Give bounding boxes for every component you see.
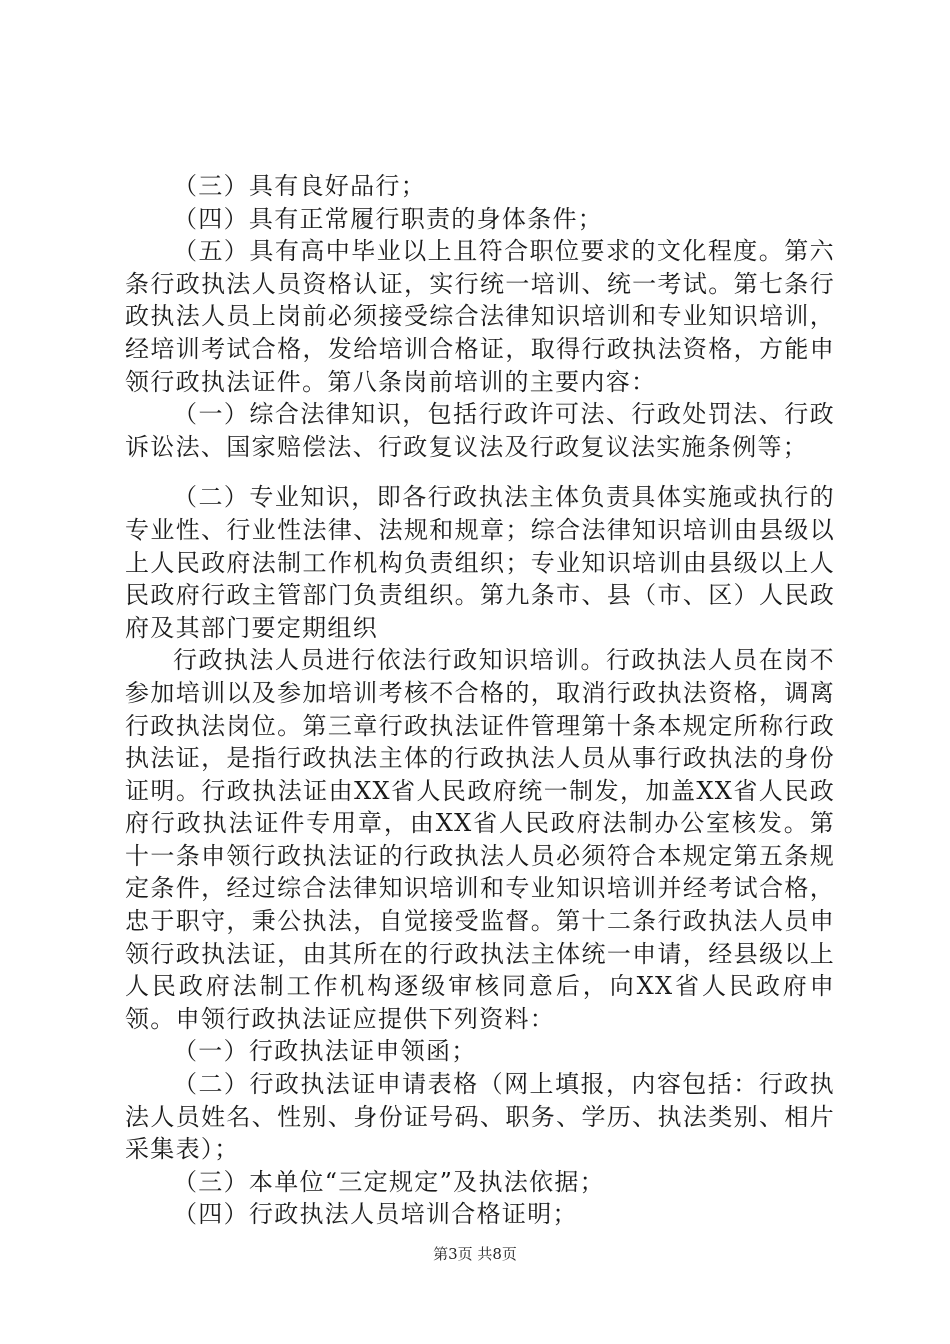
paragraph-qualification-3: （三）具有良好品行； — [173, 172, 426, 200]
page-number: 第3页 共8页 — [433, 1245, 517, 1263]
paragraph-materials-2: （二）行政执法证申请表格（网上填报，内容包括：行政执法人员姓名、性别、身份证号码、职务、学历、执法类别、相片采集表）； — [125, 1070, 835, 1164]
paragraph-qualification-5: （五）具有高中毕业以上且符合职位要求的文化程度。第六条行政执法人员资格认证，实行统一培训、统一考试。第七条行政执法人员上岗前必须接受综合法律知识培训和专业知识培训，经培训考试合格，发给培训合格证，取得行政执法资格，方能申领行政执法证件。第八条岗前培训的主要内容： — [125, 237, 835, 396]
document-body — [125, 170, 835, 1231]
paragraph-qualification-4: （四）具有正常履行职责的身体条件； — [173, 204, 604, 233]
paragraph-materials-4: （四）行政执法人员培训合格证明； — [173, 1200, 578, 1229]
paragraph-training-1: （一）综合法律知识，包括行政许可法、行政处罚法、行政诉讼法、国家赔偿法、行政复议法及行政复议法实施条例等； — [125, 400, 835, 461]
paragraph-training-2: （二）专业知识，即各行政执法主体负责具体实施或执行的专业性、行业性法律、法规和规章；综合法律知识培训由县级以上人民政府法制工作机构负责组织；专业知识培训由县级以上人民政府行政主管部门负责组织。第九条市、县（市、区）人民政府及其部门要定期组织 — [125, 483, 835, 642]
paragraph-certificate-management: 行政执法人员进行依法行政知识培训。行政执法人员在岗不参加培训以及参加培训考核不合格的，取消行政执法资格，调离行政执法岗位。第三章行政执法证件管理第十条本规定所称行政执法证，是指行政执法主体的行政执法人员从事行政执法的身份证明。行政执法证由XX省人民政府统一制发，加盖XX省人民政府行政执法证件专用章，由XX省人民政府法制办公室核发。第十一条申领行政执法证的行政执法人员必须符合本规定第五条规定条件，经过综合法律知识培训和专业知识培训并经考试合格，忠于职守，秉公执法，自觉接受监督。第十二条行政执法人员申领行政执法证，由其所在的行政执法主体统一申请，经县级以上人民政府法制工作机构逐级审核同意后，向XX省人民政府申领。申领行政执法证应提供下列资料： — [125, 646, 835, 1033]
paragraph-materials-3: （三）本单位“三定规定”及执法依据； — [173, 1167, 605, 1196]
paragraph-materials-1: （一）行政执法证申领函； — [173, 1037, 477, 1066]
